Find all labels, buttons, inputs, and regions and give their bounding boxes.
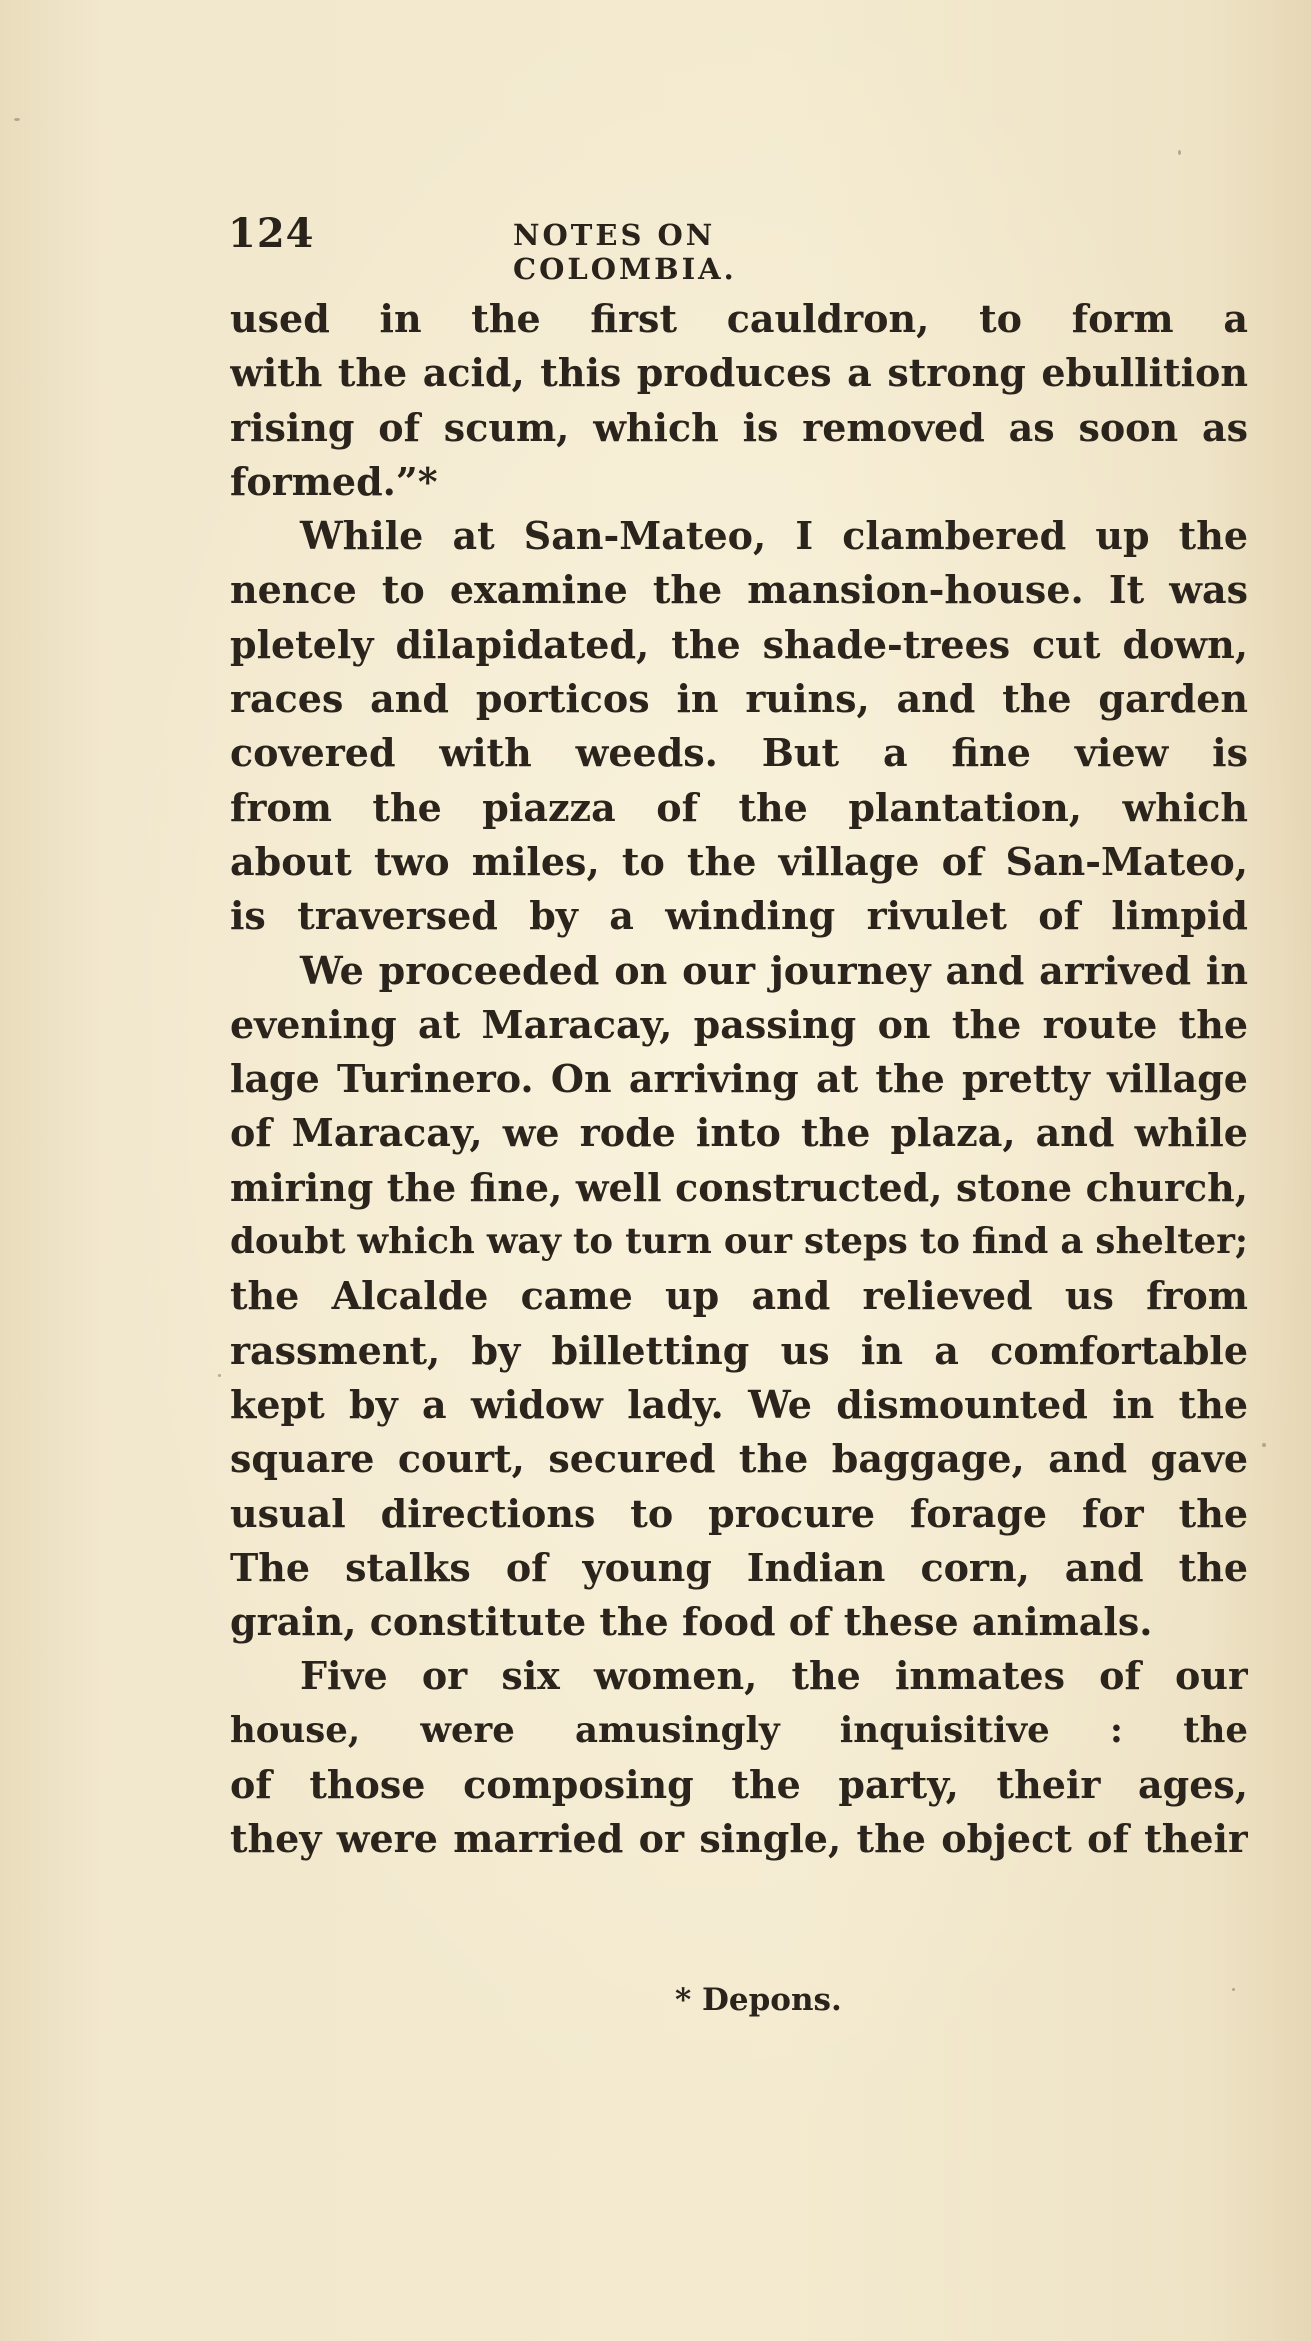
footnote: * Depons.: [675, 1982, 842, 2018]
paper-speck: [1178, 150, 1181, 155]
text-line: rassment, by billetting us in a comfortable: [230, 1327, 1248, 1373]
paragraph-start-line: While at San-Mateo, I clambered up the: [300, 513, 1248, 559]
text-line: formed.”*: [230, 458, 438, 504]
text-line: kept by a widow lady. We dismounted in the: [230, 1381, 1248, 1427]
text-line: usual directions to procure forage for the: [230, 1490, 1248, 1536]
text-line: about two miles, to the village of San-Mateo,: [230, 838, 1248, 884]
text-line: square court, secured the baggage, and gave: [230, 1436, 1248, 1482]
page-header: [228, 210, 950, 286]
text-line: used in the first cauldron, to form a: [230, 296, 1248, 341]
text-line: the Alcalde came up and relieved us from: [230, 1273, 1248, 1319]
text-line: with the acid, this produces a strong ebullition: [230, 350, 1248, 396]
text-line: doubt which way to turn our steps to find a shelter;: [230, 1221, 1248, 1263]
text-line: nence to examine the mansion-house. It was: [230, 567, 1248, 613]
paper-speck: [1232, 1988, 1235, 1991]
text-line: pletely dilapidated, the shade-trees cut down,: [230, 621, 1248, 667]
text-line: miring the fine, well constructed, stone church,: [230, 1164, 1248, 1210]
body-text: [230, 292, 1248, 1867]
text-line: covered with weeds. But a fine view is: [230, 730, 1248, 776]
paragraph-start-line: Five or six women, the inmates of our: [300, 1653, 1248, 1699]
text-line: of Maracay, we rode into the plaza, and while: [230, 1110, 1248, 1156]
running-head: NOTES ON COLOMBIA.: [513, 218, 737, 286]
text-line: races and porticos in ruins, and the garden: [230, 676, 1248, 722]
text-line: from the piazza of the plantation, which: [230, 784, 1248, 830]
text-line: grain, constitute the food of these animals.: [230, 1599, 1153, 1645]
text-line: lage Turinero. On arriving at the pretty village: [230, 1056, 1248, 1102]
paper-speck: [218, 1374, 221, 1377]
text-line: evening at Maracay, passing on the route the: [230, 1001, 1248, 1047]
paragraph-start-line: We proceeded on our journey and arrived in: [300, 947, 1248, 993]
text-line: house, were amusingly inquisitive : the: [230, 1709, 1248, 1751]
paper-speck: [1262, 1443, 1266, 1447]
text-line: is traversed by a winding rivulet of limpid: [230, 893, 1248, 939]
page-number: 124: [228, 210, 315, 257]
paper-speck: [14, 118, 20, 121]
text-line: rising of scum, which is removed as soon as: [230, 404, 1248, 450]
text-line: they were married or single, the object of their: [230, 1816, 1248, 1862]
text-line: of those composing the party, their ages,: [230, 1762, 1248, 1808]
text-line: The stalks of young Indian corn, and the: [230, 1544, 1248, 1590]
